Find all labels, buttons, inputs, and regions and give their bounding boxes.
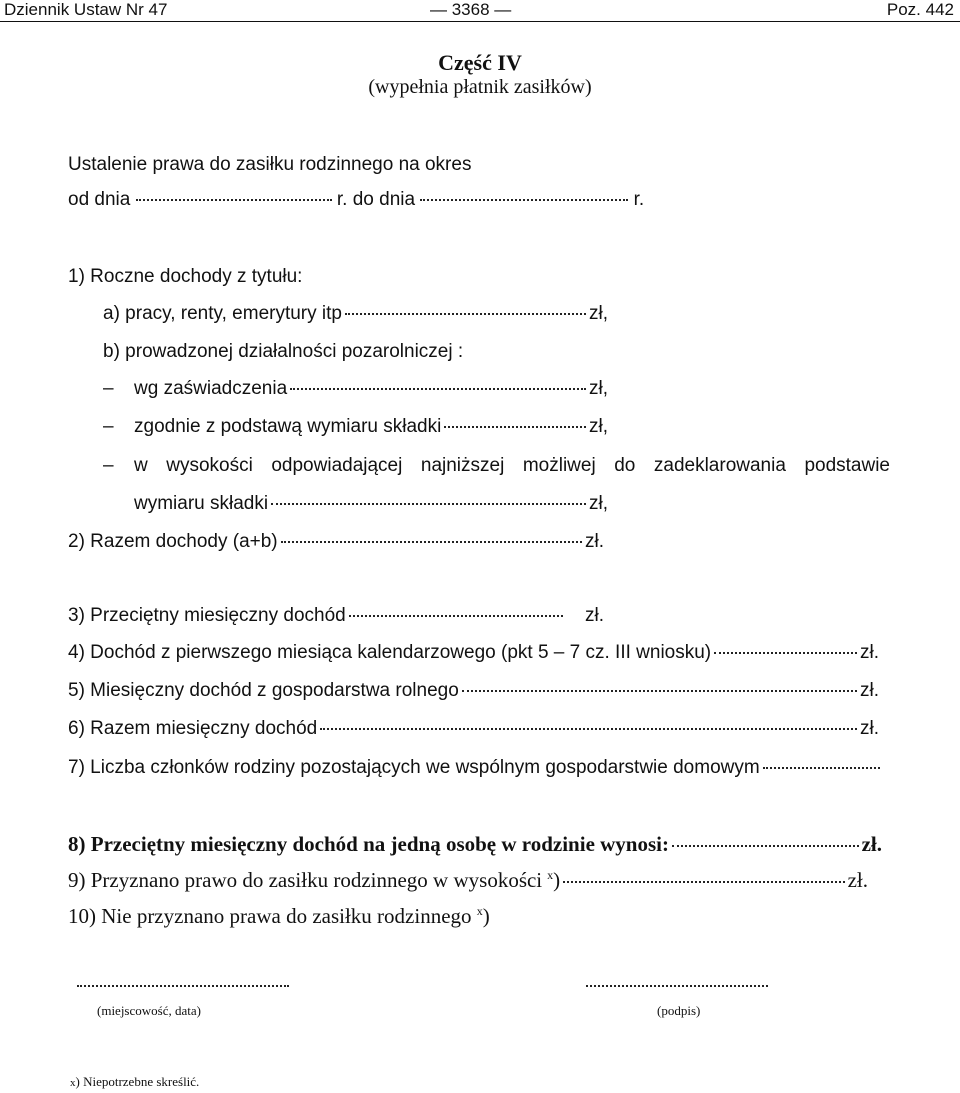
item-7-field bbox=[763, 767, 880, 769]
header-rule bbox=[0, 21, 960, 22]
from-date-field bbox=[136, 199, 332, 201]
item-5 bbox=[68, 680, 879, 702]
item-6-field bbox=[320, 728, 857, 730]
item-1b-minimum-base-field bbox=[271, 503, 586, 505]
item-10 bbox=[68, 904, 490, 929]
page-number: — 3368 — bbox=[430, 0, 512, 19]
footnote-text: ) Niepotrzebne skreślić. bbox=[75, 1074, 200, 1089]
item-1b-contribution-base-field bbox=[444, 426, 586, 428]
journal-name: Dziennik Ustaw Nr 47 bbox=[4, 0, 168, 19]
item-9 bbox=[68, 868, 868, 893]
signature-field bbox=[586, 985, 768, 987]
item-9-footnote-mark: x bbox=[547, 868, 554, 882]
item-1b-contribution-base-label: zgodnie z podstawą wymiaru składki bbox=[134, 416, 442, 437]
footnote-mark: x bbox=[70, 1077, 76, 1089]
footnote bbox=[70, 1074, 199, 1090]
item-9-label: 9) Przyznano prawo do zasiłku rodzinnego w wysokości bbox=[68, 868, 543, 892]
item-5-field bbox=[462, 690, 857, 692]
item-4-unit: zł. bbox=[860, 642, 879, 663]
item-4-label: 4) Dochód z pierwszego miesiąca kalendarzowego (pkt 5 – 7 cz. III wniosku) bbox=[68, 642, 712, 663]
from-label: od dnia bbox=[68, 189, 131, 210]
item-9-field bbox=[563, 881, 844, 883]
item-6 bbox=[68, 718, 879, 740]
item-1-heading: 1) Roczne dochody z tytułu: bbox=[68, 266, 303, 287]
to-label: r. do dnia bbox=[336, 189, 416, 210]
item-3-field bbox=[349, 615, 563, 617]
item-1b-dash-1: – bbox=[103, 378, 114, 399]
item-1a-field bbox=[345, 313, 586, 315]
item-10-close: ) bbox=[482, 904, 490, 928]
position-number: Poz. 442 bbox=[886, 0, 954, 19]
item-1b-minimum-base-cont bbox=[134, 493, 608, 515]
item-1a bbox=[103, 303, 608, 325]
item-1b-minimum-base-label: wymiaru składki bbox=[134, 493, 269, 514]
item-7 bbox=[68, 757, 880, 779]
item-1a-label: a) pracy, renty, emerytury itp bbox=[103, 303, 342, 324]
item-8-field bbox=[672, 845, 859, 847]
item-10-footnote-mark: x bbox=[476, 904, 483, 918]
item-1b-contribution-base-unit: zł, bbox=[589, 416, 608, 437]
part-title: Część IV bbox=[438, 50, 522, 75]
item-3-unit: zł. bbox=[585, 605, 604, 626]
item-1b-contribution-base bbox=[134, 416, 608, 438]
item-1b-certificate-unit: zł, bbox=[589, 378, 608, 399]
signature-caption: (podpis) bbox=[657, 1003, 701, 1018]
item-8 bbox=[68, 832, 882, 857]
item-1b-certificate-field bbox=[290, 388, 586, 390]
item-1b-dash-3: – bbox=[103, 455, 114, 476]
part-subtitle: (wypełnia płatnik zasiłków) bbox=[368, 76, 592, 98]
year-suffix: r. bbox=[633, 189, 645, 210]
item-4 bbox=[68, 642, 879, 664]
item-3-label: 3) Przeciętny miesięczny dochód bbox=[68, 605, 346, 626]
item-6-unit: zł. bbox=[860, 718, 879, 739]
period-intro: Ustalenie prawa do zasiłku rodzinnego na okres bbox=[68, 154, 472, 175]
item-1b-minimum-base: w wysokości odpowiadającej najniższej możliwej do zadeklarowania podstawie bbox=[134, 455, 890, 476]
place-date-caption: (miejscowość, data) bbox=[97, 1003, 201, 1018]
item-10-label: 10) Nie przyznano prawa do zasiłku rodzinnego bbox=[68, 904, 472, 928]
item-4-field bbox=[714, 652, 857, 654]
item-8-unit: zł. bbox=[861, 832, 882, 856]
item-2 bbox=[68, 531, 604, 553]
item-9-close: ) bbox=[553, 868, 561, 892]
to-date-field bbox=[420, 199, 628, 201]
item-1b: b) prowadzonej działalności pozarolniczej : bbox=[103, 341, 464, 362]
item-1a-unit: zł, bbox=[589, 303, 608, 324]
item-2-label: 2) Razem dochody (a+b) bbox=[68, 531, 278, 552]
place-date-field bbox=[77, 985, 289, 987]
item-1b-dash-2: – bbox=[103, 416, 114, 437]
item-5-unit: zł. bbox=[860, 680, 879, 701]
item-7-label: 7) Liczba członków rodziny pozostających we wspólnym gospodarstwie domowym bbox=[68, 757, 760, 778]
item-6-label: 6) Razem miesięczny dochód bbox=[68, 718, 318, 739]
item-2-unit: zł. bbox=[585, 531, 604, 552]
item-1b-certificate-label: wg zaświadczenia bbox=[134, 378, 288, 399]
item-1b-certificate bbox=[134, 378, 608, 400]
item-9-unit: zł. bbox=[847, 868, 868, 892]
item-1b-minimum-base-unit: zł, bbox=[589, 493, 608, 514]
item-3 bbox=[68, 605, 604, 627]
item-5-label: 5) Miesięczny dochód z gospodarstwa rolnego bbox=[68, 680, 459, 701]
period-line bbox=[68, 189, 644, 211]
item-8-label: 8) Przeciętny miesięczny dochód na jedną osobę w rodzinie wynosi: bbox=[68, 832, 669, 856]
item-2-field bbox=[281, 541, 582, 543]
